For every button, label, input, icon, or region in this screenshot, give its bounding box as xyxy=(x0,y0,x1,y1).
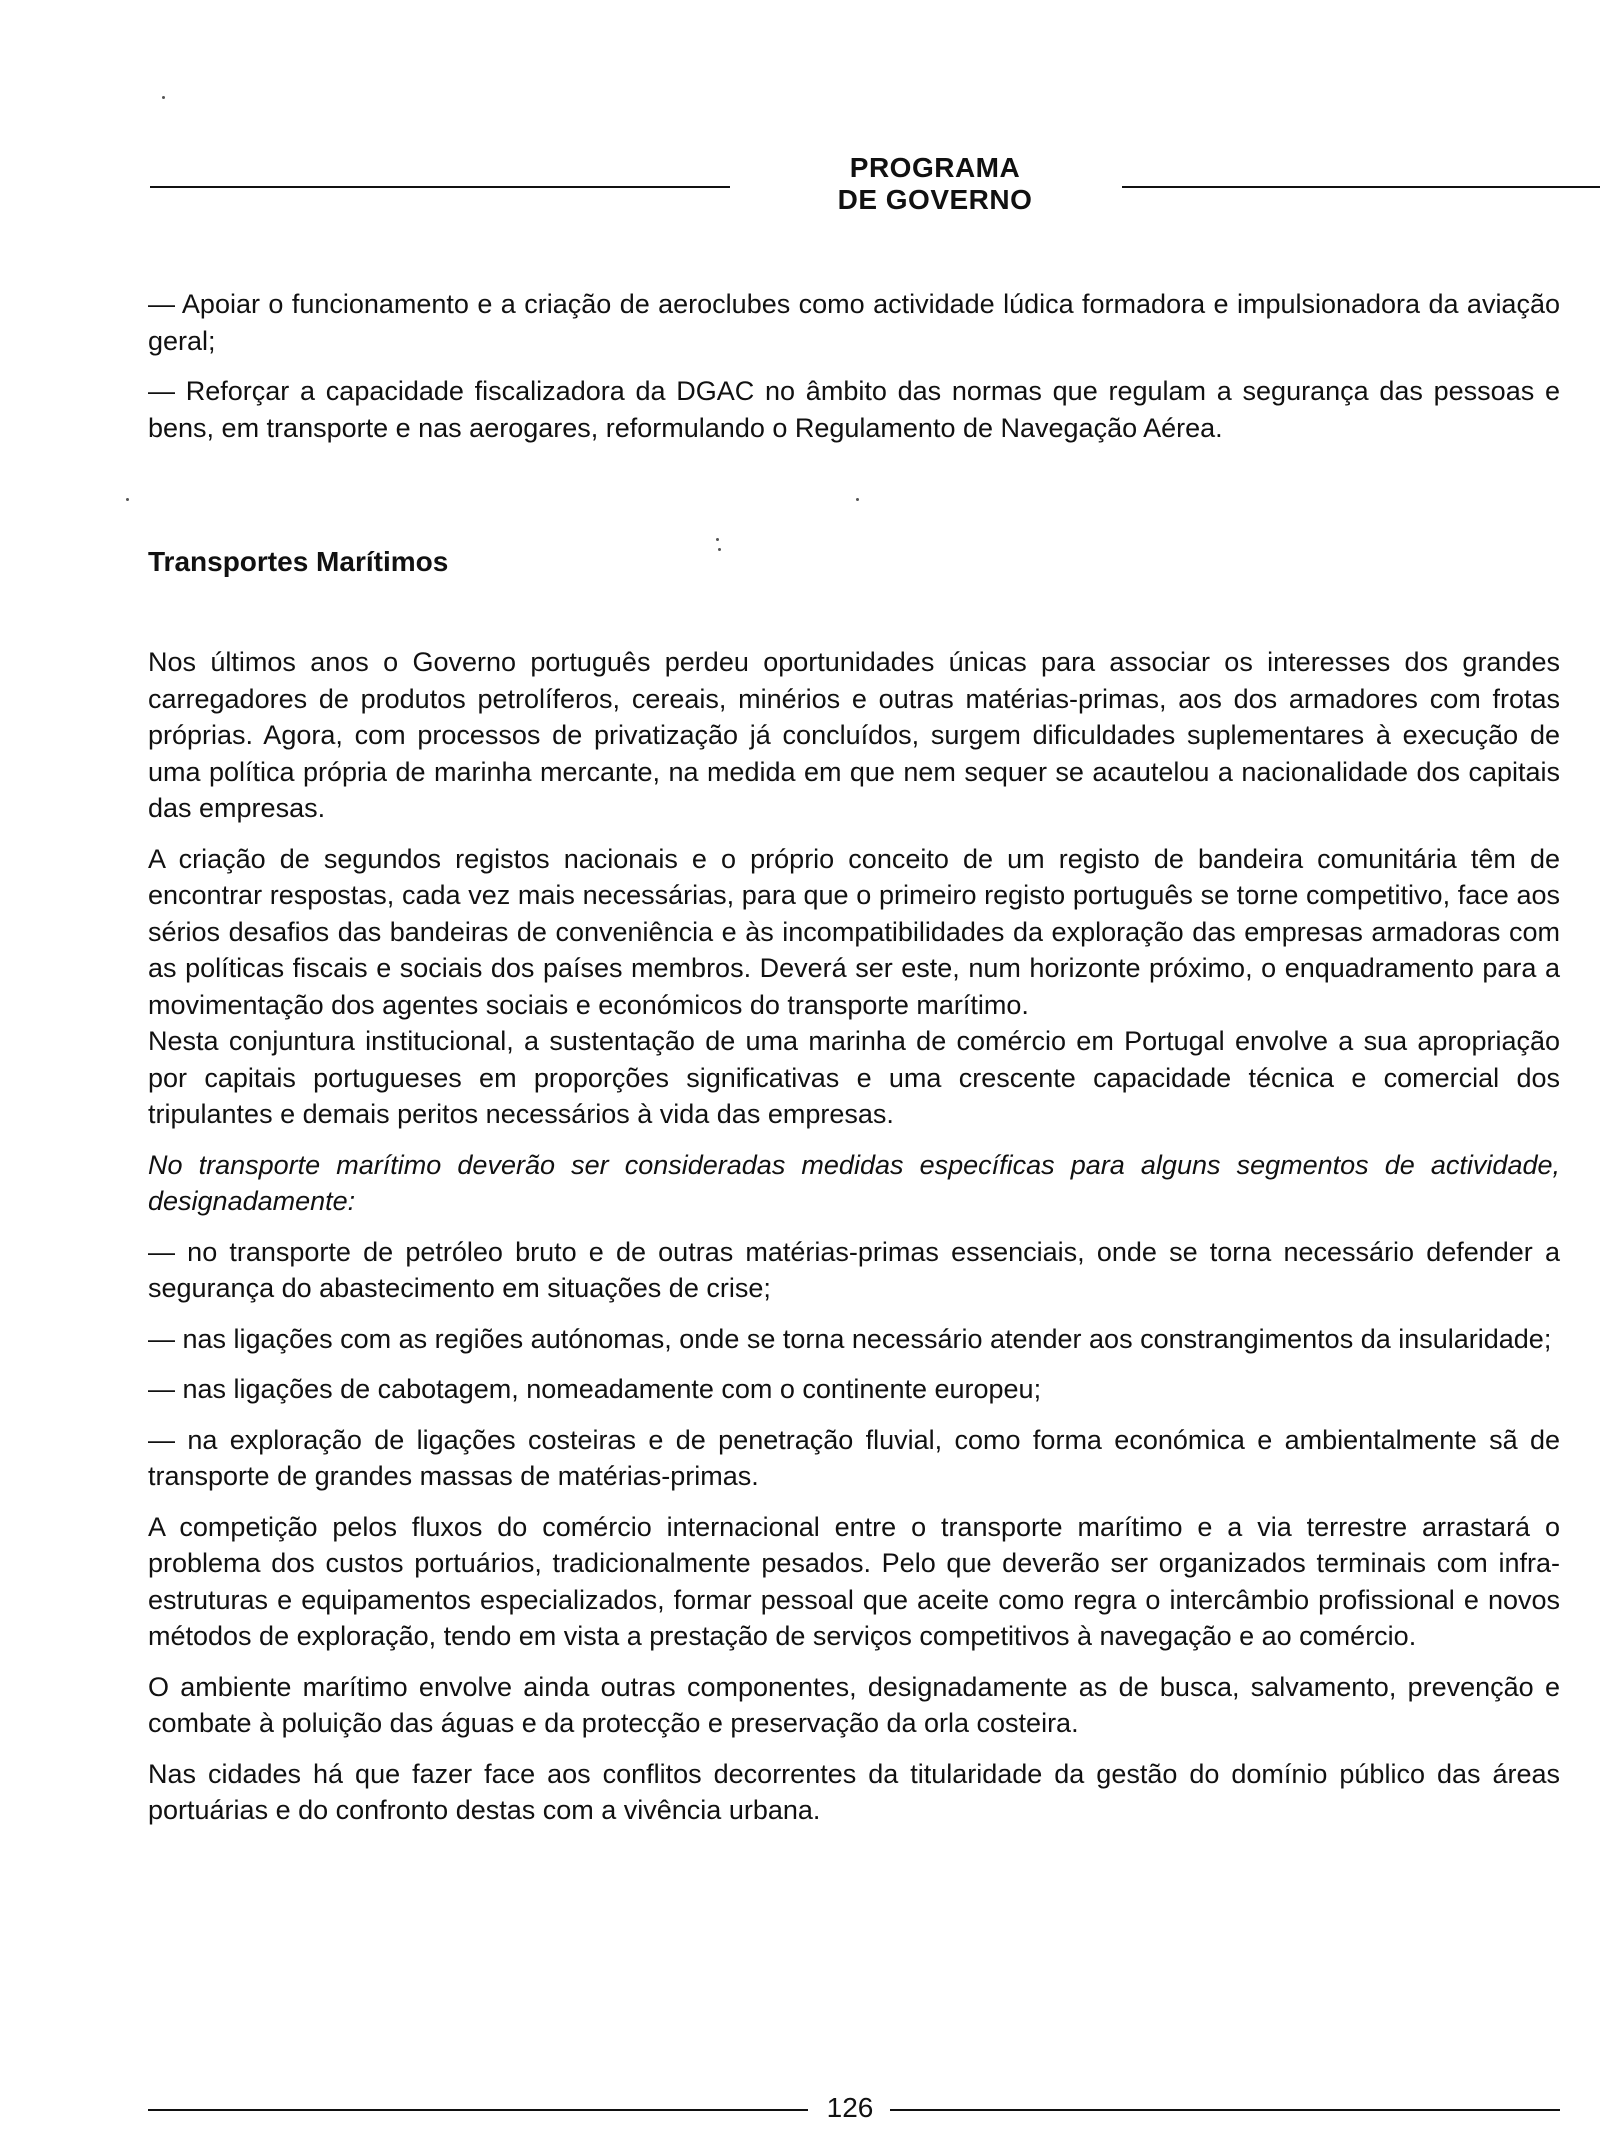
intro-item: — Apoiar o funcionamento e a criação de aeroclubes como actividade lúdica formadora e impulsionadora da aviação geral; xyxy=(148,289,1560,356)
intro-items xyxy=(148,286,1560,460)
list-item: — nas ligações de cabotagem, nomeadamente com o continente europeu; xyxy=(148,1374,1042,1404)
intro-item: — Reforçar a capacidade fiscalizadora da DGAC no âmbito das normas que regulam a segurança das pessoas e bens, em transporte e nas aerogares, reformulando o Regulamento de Navegação Aérea. xyxy=(148,376,1560,443)
list-item: — nas ligações com as regiões autónomas, onde se torna necessário atender aos constrangimentos da insularidade; xyxy=(148,1323,1552,1354)
header-rule-left xyxy=(150,186,730,188)
section-body xyxy=(148,644,1560,1843)
scan-speck xyxy=(718,548,721,551)
paragraph: Nesta conjuntura institucional, a sustentação de uma marinha de comércio em Portugal envolve a sua apropriação por capitais portugueses em proporções significativas e uma crescente capacidade técnica e comercial dos tripulantes e demais peritos necessários à vida das empresas. xyxy=(148,1026,1560,1129)
paragraph: Nos últimos anos o Governo português perdeu oportunidades únicas para associar os interesses dos grandes carregadores de produtos petrolíferos, cereais, minérios e outras matérias-primas, aos dos armadores com frotas próprias. Agora, com processos de privatização já concluídos, surgem dificuldades suplementares à execução de uma política própria de marinha mercante, na medida em que nem sequer se acautelou a nacionalidade dos capitais das empresas. xyxy=(148,647,1560,823)
header-title-line1: PROGRAMA xyxy=(849,152,1021,183)
page-number: 126 xyxy=(826,2092,874,2123)
scan-speck xyxy=(126,498,129,501)
header-title-line2: DE GOVERNO xyxy=(837,184,1033,215)
paragraph-italic: No transporte marítimo deverão ser consideradas medidas específicas para alguns segmentos de actividade, designadamente: xyxy=(148,1149,1560,1216)
scan-speck xyxy=(716,538,719,541)
paragraph: Nas cidades há que fazer face aos conflitos decorrentes da titularidade da gestão do domínio público das áreas portuárias e do confronto destas com a vivência urbana. xyxy=(148,1758,1560,1825)
section-heading: Transportes Marítimos xyxy=(148,546,449,577)
header-title xyxy=(750,152,1120,216)
footer-rule-left xyxy=(148,2109,808,2111)
page-footer xyxy=(148,2085,1560,2125)
scan-speck xyxy=(856,498,859,501)
list-item: — no transporte de petróleo bruto e de outras matérias-primas essenciais, onde se torna necessário defender a segurança do abastecimento em situações de crise; xyxy=(148,1236,1560,1303)
page-header xyxy=(150,150,1560,220)
header-rule-right xyxy=(1122,186,1600,188)
paragraph: O ambiente marítimo envolve ainda outras componentes, designadamente as de busca, salvamento, prevenção e combate à poluição das águas e da protecção e preservação da orla costeira. xyxy=(148,1671,1560,1738)
paragraph: A criação de segundos registos nacionais e o próprio conceito de um registo de bandeira comunitária têm de encontrar respostas, cada vez mais necessárias, para que o primeiro registo português se torne competitivo, face aos sérios desafios das bandeiras de conveniência e às incompatibilidades da exploração das empresas armadoras com as políticas fiscais e sociais dos países membros. Deverá ser este, num horizonte próximo, o enquadramento para a movimentação dos agentes sociais e económicos do transporte marítimo. xyxy=(148,843,1560,1020)
paragraph: A competição pelos fluxos do comércio internacional entre o transporte marítimo e a via terrestre arrastará o problema dos custos portuários, tradicionalmente pesados. Pelo que deverão ser organizados terminais com infra-estruturas e equipamentos especializados, formar pessoal que aceite como regra o intercâmbio profissional e novos métodos de exploração, tendo em vista a prestação de serviços competitivos à navegação e ao comércio. xyxy=(148,1511,1560,1651)
list-item: — na exploração de ligações costeiras e de penetração fluvial, como forma económica e ambientalmente sã de transporte de grandes massas de matérias-primas. xyxy=(148,1424,1560,1491)
scan-speck xyxy=(162,96,165,99)
footer-rule-right xyxy=(890,2109,1560,2111)
